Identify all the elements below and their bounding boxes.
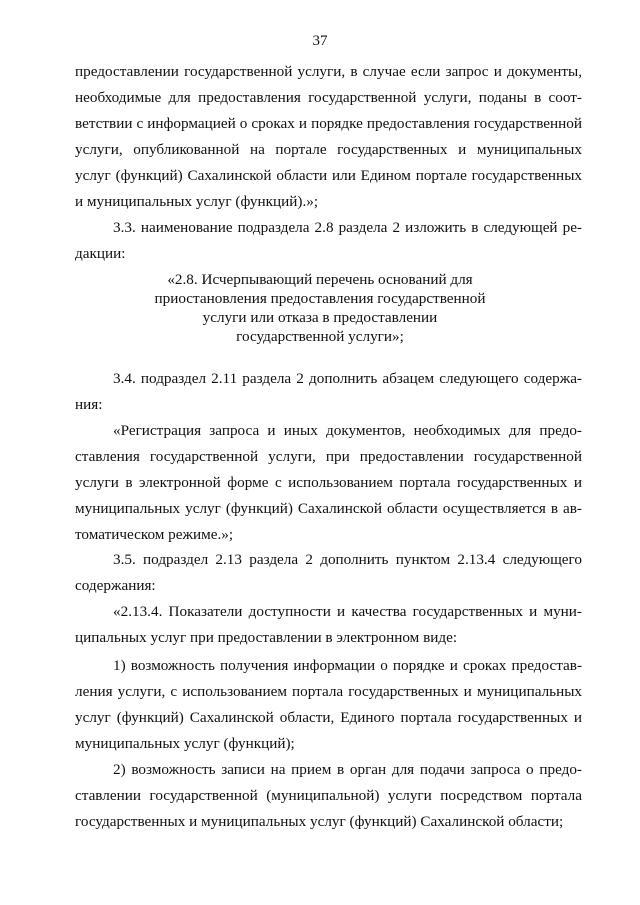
text-line: необходимые для предоставления государственной услуги, поданы в соот- — [75, 89, 582, 106]
text-line: 3.5. подраздел 2.13 раздела 2 дополнить пунктом 2.13.4 следующего — [113, 551, 582, 568]
text-line: услуги или отказа в предоставлении — [202, 309, 438, 326]
text-line: содержания: — [75, 577, 156, 594]
text-line: муниципальных услуг (функций) Сахалинской области осуществляется в ав- — [75, 500, 582, 517]
text-line: дакции: — [75, 245, 126, 262]
text-line: ления услуги, с использованием портала государственных и муниципальных — [75, 683, 582, 700]
text-line: ставлении государственной (муниципальной) услуги посредством портала — [75, 787, 582, 804]
text-line: ветствии с информацией о сроках и порядке предоставления государственной — [75, 115, 582, 132]
text-line: услуг (функций) Сахалинской области или Едином портале государственных — [75, 167, 582, 184]
text-line: услуги в электронной форме с использованием портала государственных и — [75, 474, 582, 491]
text-line: государственных и муниципальных услуг (функций) Сахалинской области; — [75, 813, 564, 830]
text-line: томатическом режиме.»; — [75, 526, 234, 543]
text-line: услуг (функций) Сахалинской области, Единого портала государственных и — [75, 709, 582, 726]
text-line: ставления государственной услуги, при предоставлении государственной — [75, 448, 582, 465]
text-line: 3.3. наименование подраздела 2.8 раздела 2 изложить в следующей ре- — [113, 219, 582, 236]
text-line: «2.13.4. Показатели доступности и качества государственных и муни- — [113, 603, 582, 620]
text-line: ципальных услуг при предоставлении в электронном виде: — [75, 629, 458, 646]
page-number: 37 — [312, 33, 328, 49]
text-line: «Регистрация запроса и иных документов, необходимых для предо- — [113, 422, 582, 439]
text-line: муниципальных услуг (функций); — [75, 735, 295, 752]
text-line: ния: — [75, 396, 103, 413]
text-line: предоставлении государственной услуги, в случае если запрос и документы, — [75, 63, 582, 80]
text-line: услуги, опубликованной на портале государственных и муниципальных — [75, 141, 582, 158]
text-line: 2) возможность записи на прием в орган для подачи запроса о предо- — [113, 761, 582, 778]
text-line: 3.4. подраздел 2.11 раздела 2 дополнить абзацем следующего содержа- — [113, 370, 582, 387]
text-line: приостановления предоставления государственной — [154, 290, 486, 307]
text-line: «2.8. Исчерпывающий перечень оснований для — [167, 271, 473, 288]
text-line: и муниципальных услуг (функций).»; — [75, 193, 319, 210]
text-line: государственной услуги»; — [236, 328, 404, 345]
text-line: 1) возможность получения информации о порядке и сроках предостав- — [113, 657, 582, 674]
